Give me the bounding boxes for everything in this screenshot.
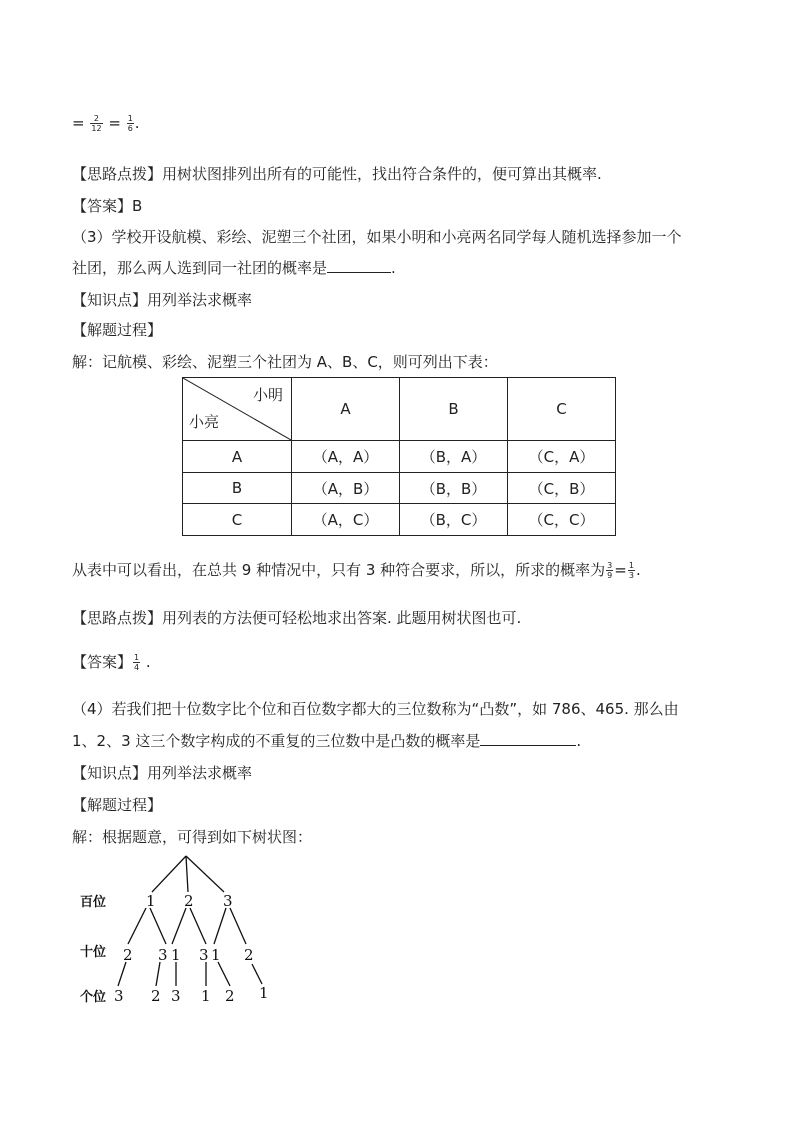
tree-node-ones: 2 — [225, 987, 235, 1005]
question-3-line-1: （3）学校开设航模、彩绘、泥塑三个社团，如果小明和小亮两名同学每人随机选择参加一个 — [72, 228, 682, 246]
table-cell: （A，B） — [292, 473, 400, 504]
equals-sign: = — [108, 114, 121, 132]
tree-node-tens: 2 — [123, 946, 133, 964]
fraction-1-4: $\frac{1}{4}$ — [134, 653, 140, 672]
tree-diagram — [72, 850, 332, 1010]
table-cell: （B，B） — [400, 473, 508, 504]
table-header-cell: B — [400, 378, 508, 441]
table-row — [183, 441, 616, 473]
table-row — [183, 473, 616, 504]
fraction-2-12: $\frac{2}{12}$ — [91, 114, 102, 133]
tree-node-hundreds: 1 — [146, 892, 156, 910]
knowledge-point-3: 【知识点】用列举法求概率 — [72, 291, 253, 309]
table-cell: （B，A） — [400, 441, 508, 473]
equation-result: = $\frac{2}{12}$ = $\frac{1}{6}$ . — [72, 114, 140, 133]
tree-node-tens: 2 — [244, 946, 254, 964]
row-header-label: 小亮 — [189, 413, 220, 431]
tree-node-tens: 3 — [199, 946, 209, 964]
question-3-line-2: 社团，那么两人选到同一社团的概率是 . — [72, 259, 396, 277]
tree-node-ones: 3 — [114, 987, 124, 1005]
tree-node-ones: 3 — [171, 987, 181, 1005]
answer-1: 【答案】B — [72, 197, 143, 215]
tree-level-label: 个位 — [80, 990, 107, 1005]
question-4-line-1: （4）若我们把十位数字比个位和百位数字都大的三位数称为“凸数”，如 786、465. 那么由 — [72, 700, 679, 718]
question-4-line-2: 1、2、3 这三个数字构成的不重复的三位数中是凸数的概率是 . — [72, 732, 582, 750]
table-header-cell: C — [508, 378, 616, 441]
outcome-table — [182, 377, 616, 536]
solution-3-intro: 解：记航模、彩绘、泥塑三个社团为 A、B、C，则可列出下表： — [72, 353, 498, 371]
table-header-cell: A — [292, 378, 400, 441]
table-cell: （A，C） — [292, 504, 400, 536]
tree-node-tens: 1 — [171, 946, 181, 964]
column-header-label: 小明 — [252, 386, 283, 404]
table-row — [183, 504, 616, 536]
tree-node-tens: 1 — [211, 946, 221, 964]
answer-blank — [480, 731, 576, 746]
table-cell: （C，A） — [508, 441, 616, 473]
process-heading-4: 【解题过程】 — [72, 796, 163, 814]
table-header-row — [183, 378, 616, 441]
table-corner-cell — [183, 378, 292, 441]
process-heading-3: 【解题过程】 — [72, 321, 163, 339]
tip-3: 【思路点拨】用列表的方法便可轻松地求出答案. 此题用树状图也可. — [72, 609, 522, 627]
tree-node-ones: 1 — [201, 987, 211, 1005]
table-row-label: C — [183, 504, 292, 536]
tree-node-tens: 3 — [158, 946, 168, 964]
table-cell: （A，A） — [292, 441, 400, 473]
tree-branches — [118, 856, 262, 986]
conclusion-3: 从表中可以看出，在总共 9 种情况中，只有 3 种符合要求，所以，所求的概率为 $\frac{3}{9}$ = $\frac{1}{3}$ . — [72, 561, 641, 580]
tree-node-ones: 1 — [259, 984, 269, 1002]
table-row-label: A — [183, 441, 292, 473]
answer-3: 【答案】 $\frac{1}{4}$ . — [72, 653, 151, 672]
tree-level-label: 十位 — [80, 945, 107, 960]
tree-node-hundreds: 2 — [184, 892, 194, 910]
table-row-label: B — [183, 473, 292, 504]
fraction-3-9: $\frac{3}{9}$ — [607, 561, 613, 580]
solution-4-intro: 解：根据题意，可得到如下树状图： — [72, 828, 313, 846]
table-cell: （B，C） — [400, 504, 508, 536]
equals-sign: = — [72, 114, 85, 132]
knowledge-point-4: 【知识点】用列举法求概率 — [72, 764, 253, 782]
answer-blank — [327, 258, 391, 273]
table-cell: （C，B） — [508, 473, 616, 504]
table-cell: （C，C） — [508, 504, 616, 536]
tree-level-label: 百位 — [80, 895, 107, 910]
tree-node-ones: 2 — [151, 987, 161, 1005]
tree-node-hundreds: 3 — [223, 892, 233, 910]
fraction-1-6: $\frac{1}{6}$ — [127, 114, 133, 133]
fraction-1-3: $\frac{1}{3}$ — [628, 561, 634, 580]
tip-1: 【思路点拨】用树状图排列出所有的可能性，找出符合条件的，便可算出其概率. — [72, 165, 602, 183]
